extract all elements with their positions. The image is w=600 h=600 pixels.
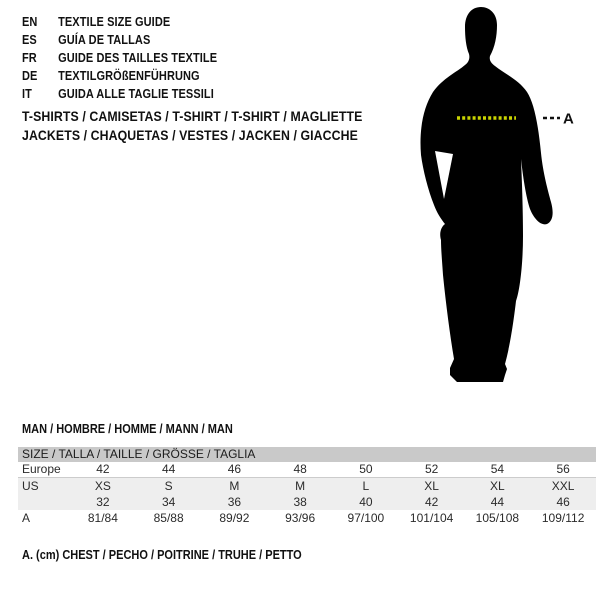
size-value: XL <box>424 479 439 493</box>
language-row-en <box>22 13 217 31</box>
size-value: 56 <box>556 462 570 476</box>
table-row-us <box>18 478 596 494</box>
language-list <box>22 13 244 103</box>
measure-label-a: A <box>563 110 574 128</box>
table-row-europe <box>18 462 596 478</box>
language-guide-title: GUIDA ALLE TAGLIE TESSILI <box>58 87 214 101</box>
row-label <box>18 494 70 510</box>
language-code: DE <box>22 69 38 83</box>
size-value: S <box>164 479 173 493</box>
section-title-man: MAN / HOMBRE / HOMME / MANN / MAN <box>22 422 233 436</box>
size-value: 46 <box>556 495 570 509</box>
language-code: IT <box>22 87 32 101</box>
garment-categories <box>22 107 409 145</box>
size-value: M <box>295 479 306 493</box>
size-value: 42 <box>424 495 439 509</box>
size-value: 81/84 <box>87 511 118 525</box>
size-value: 40 <box>359 495 373 509</box>
size-value: 44 <box>490 495 505 509</box>
size-value: XS <box>94 479 111 493</box>
category-jackets: JACKETS / CHAQUETAS / VESTES / JACKEN / GIACCHE <box>22 127 358 143</box>
size-table <box>18 447 596 526</box>
row-label: A <box>22 511 31 525</box>
language-code: ES <box>22 33 37 47</box>
row-label: Europe <box>22 462 61 476</box>
row-label: US <box>22 479 39 493</box>
man-silhouette-svg <box>410 5 575 395</box>
size-value: M <box>229 479 240 493</box>
size-value: 105/108 <box>475 511 520 525</box>
size-value: 54 <box>490 462 505 476</box>
size-value: 93/96 <box>285 511 316 525</box>
size-value: 52 <box>424 462 439 476</box>
size-value: 97/100 <box>347 511 385 525</box>
language-guide-title: TEXTILGRÖßENFÜHRUNG <box>58 69 200 83</box>
size-value: XXL <box>551 479 575 493</box>
size-value: 50 <box>359 462 373 476</box>
size-value: 109/112 <box>541 511 585 525</box>
size-value: 48 <box>293 462 307 476</box>
language-row-es <box>22 31 217 49</box>
size-value: 32 <box>96 495 110 509</box>
language-code: EN <box>22 15 38 29</box>
man-silhouette-figure <box>410 5 575 395</box>
language-row-fr <box>22 49 217 67</box>
measurement-footnote: A. (cm) CHEST / PECHO / POITRINE / TRUHE / PETTO <box>22 548 302 562</box>
man-silhouette-path <box>421 7 553 382</box>
size-value: XL <box>490 479 505 493</box>
size-table-header: SIZE / TALLA / TAILLE / GRÖSSE / TAGLIA <box>18 447 596 462</box>
size-value: 42 <box>96 462 110 476</box>
language-guide-title: TEXTILE SIZE GUIDE <box>58 15 171 29</box>
size-value: 38 <box>293 495 307 509</box>
table-row-numeric <box>18 494 596 510</box>
language-guide-title: GUÍA DE TALLAS <box>58 33 151 47</box>
size-value: 34 <box>161 495 176 509</box>
size-value: L <box>362 479 370 493</box>
size-value: 101/104 <box>409 511 454 525</box>
size-value: 44 <box>161 462 176 476</box>
size-value: 85/88 <box>153 511 184 525</box>
language-row-de <box>22 67 217 85</box>
size-value: 36 <box>227 495 242 509</box>
table-row-chest-a <box>18 510 596 526</box>
size-value: 89/92 <box>219 511 250 525</box>
size-value: 46 <box>227 462 242 476</box>
language-guide-title: GUIDE DES TAILLES TEXTILE <box>58 51 218 65</box>
language-row-it <box>22 85 217 103</box>
language-code: FR <box>22 51 37 65</box>
category-tshirts: T-SHIRTS / CAMISETAS / T-SHIRT / T-SHIRT / MAGLIETTE <box>22 108 363 124</box>
